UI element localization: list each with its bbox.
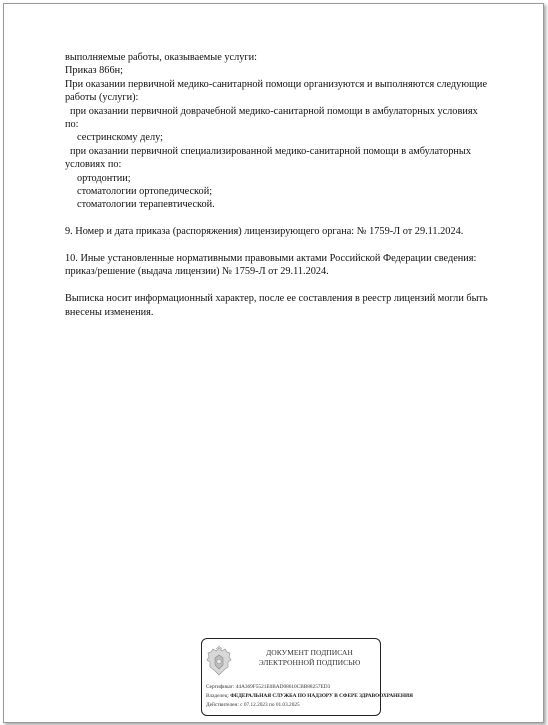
certificate-line <box>206 684 330 691</box>
text-line: стоматологии ортопедической; <box>77 186 213 198</box>
document-body <box>65 51 515 319</box>
text-line: 10. Иные установленные нормативными правовыми актами Российской Федерации сведения: <box>65 253 477 265</box>
text-line: При оказании первичной медико-санитарной помощи организуются и выполняются следующие <box>65 78 488 90</box>
text-line: выполняемые работы, оказываемые услуги: <box>65 52 257 63</box>
stamp-title-line: ДОКУМЕНТ ПОДПИСАН <box>266 648 353 657</box>
text-line: стоматологии терапевтической. <box>77 199 215 211</box>
text-line: Приказ 866н; <box>65 65 123 77</box>
document-page <box>3 3 544 723</box>
validity-value: с 07.12.2023 по 01.03.2025 <box>240 702 300 708</box>
certificate-value: 44A369F5521E0BAD08610CBB88257ED3 <box>235 684 331 690</box>
text-line: по: <box>65 119 79 131</box>
validity-label: Действителен: <box>206 702 239 708</box>
owner-label: Владелец: <box>206 693 229 699</box>
certificate-label: Сертификат: <box>206 684 235 690</box>
coat-of-arms-icon <box>206 645 232 677</box>
text-line: приказ/решение (выдача лицензии) № 1759-Л от 29.11.2024. <box>65 266 329 278</box>
validity-line <box>206 702 300 709</box>
text-line: сестринскому делу; <box>77 132 163 144</box>
paragraph-gap <box>65 212 515 225</box>
text-line: ортодонтии; <box>77 172 131 184</box>
text-line: работы (услуги): <box>65 92 139 104</box>
text-line: условиях по: <box>65 159 122 171</box>
text-line: внесены изменения. <box>65 306 154 318</box>
electronic-signature-stamp <box>201 638 413 716</box>
order-number-line: 9. Номер и дата приказа (распоряжения) лицензирующего органа: № 1759-Л от 29.11.2024. <box>65 226 464 238</box>
text-line: при оказании первичной доврачебной медико-санитарной помощи в амбулаторных условиях <box>70 105 478 117</box>
text-line: Выписка носит информационный характер, после ее составления в реестр лицензий могли быть <box>65 293 488 305</box>
stamp-title-line: ЭЛЕКТРОННОЙ ПОДПИСЬЮ <box>258 657 361 667</box>
stamp-title <box>242 648 377 667</box>
paragraph-gap <box>65 279 515 292</box>
owner-line <box>206 693 413 700</box>
owner-value: ФЕДЕРАЛЬНАЯ СЛУЖБА ПО НАДЗОРУ В СФЕРЕ ЗДРАВООХРАНЕНИЯ <box>230 693 413 699</box>
text-line: при оказании первичной специализированной медико-санитарной помощи в амбулаторных <box>70 145 471 157</box>
paragraph-gap <box>65 239 515 252</box>
